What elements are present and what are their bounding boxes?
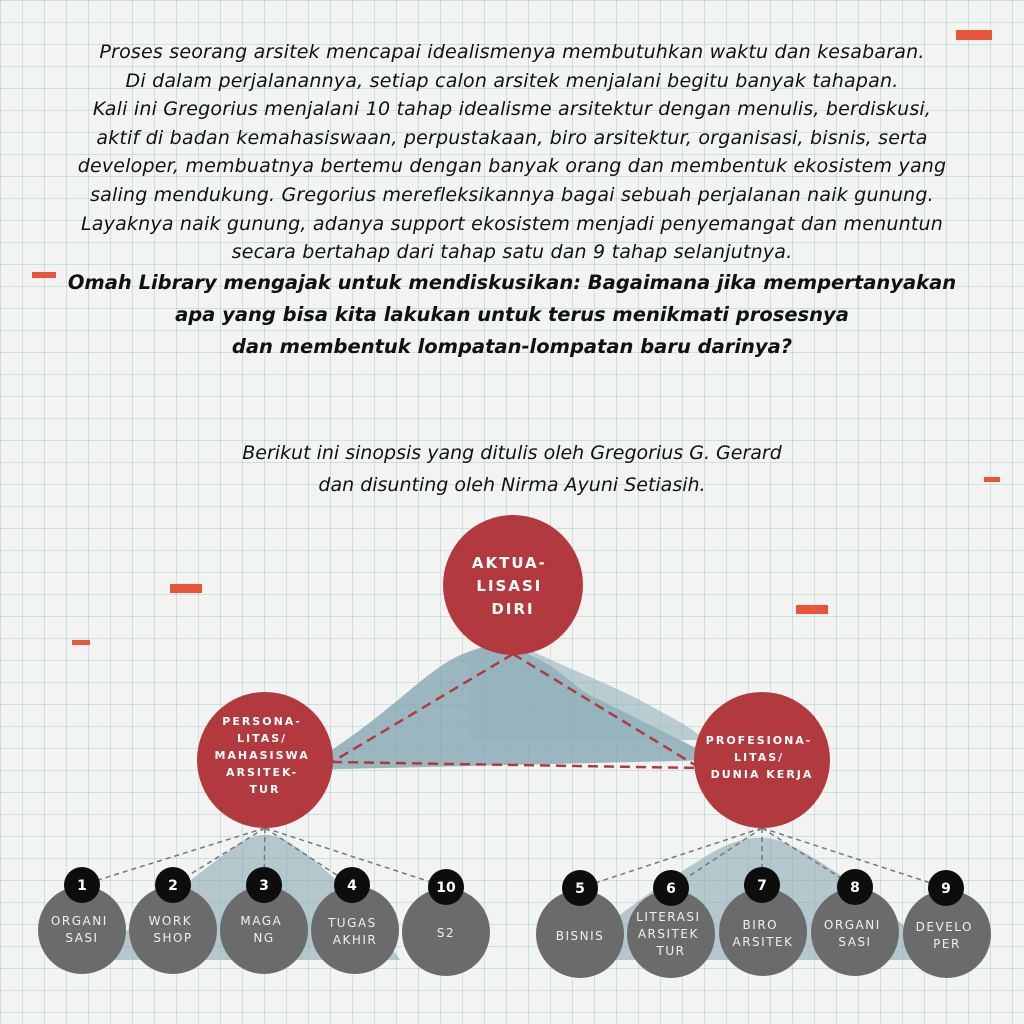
node-label-line: MAHASISWA — [214, 749, 310, 762]
intro-line: aktif di badan kemahasiswaan, perpustakaan, biro arsitektur, organisasi, bisnis, serta — [96, 126, 928, 149]
step-number: 3 — [259, 878, 269, 894]
step-label — [437, 926, 455, 940]
step-label-line: WORK — [148, 914, 193, 928]
left-steps — [38, 867, 490, 976]
intro-line: Di dalam perjalanannya, setiap calon arsitek menjalani begitu banyak tahapan. — [125, 69, 899, 92]
node-label-line: PERSONA- — [222, 715, 302, 728]
intro-line: Layaknya naik gunung, adanya support ekosistem menjadi penyemangat dan menuntun — [81, 212, 943, 235]
node-label-line: LITAS/ — [733, 751, 785, 764]
question-line: Omah Library mengajak untuk mendiskusikan: Bagaimana jika mempertanyakan — [67, 270, 957, 294]
step-number: 9 — [941, 881, 951, 897]
intro-line: Proses seorang arsitek mencapai idealismenya membutuhkan waktu dan kesabaran. — [99, 41, 925, 63]
intro-line: saling mendukung. Gregorius merefleksikannya bagai sebuah perjalanan naik gunung. — [90, 183, 934, 206]
node-label-line: TUR — [249, 783, 281, 796]
step-number: 1 — [77, 878, 87, 894]
step-number: 5 — [575, 881, 585, 897]
step-label-line: PER — [933, 937, 961, 951]
step-label-line: NG — [253, 931, 275, 945]
step-node — [38, 867, 126, 974]
intro-line: secara bertahap dari tahap satu dan 9 tahap selanjutnya. — [231, 241, 793, 264]
step-label-line: ORGANI — [823, 918, 881, 932]
step-number: 10 — [436, 880, 456, 896]
step-node — [903, 870, 991, 978]
node-label-line: ARSITEK- — [226, 766, 299, 779]
node-label-line: DUNIA KERJA — [710, 768, 814, 781]
personality-student-node — [197, 692, 333, 828]
node-label-line: DIRI — [491, 600, 535, 618]
step-label-line: SASI — [838, 935, 872, 949]
step-label-line: DEVELO — [915, 920, 973, 934]
step-label-line: ORGANI — [50, 914, 108, 928]
step-label-line: BISNIS — [555, 929, 605, 943]
step-label-line: SHOP — [153, 931, 193, 945]
step-label-line: AKHIR — [332, 933, 378, 947]
right-steps — [536, 867, 991, 978]
step-label-line: ARSITEK — [637, 927, 699, 941]
step-label-line: MAGA — [240, 914, 283, 928]
intro-line: Kali ini Gregorius menjalani 10 tahap idealisme arsitektur dengan menulis, berdiskusi, — [92, 98, 932, 121]
professional-node — [694, 692, 830, 828]
step-label-line: TUGAS — [327, 916, 377, 930]
step-label-line: LITERASI — [636, 910, 701, 924]
step-number: 6 — [666, 881, 676, 897]
question-line: apa yang bisa kita lakukan untuk terus menikmati prosesnya — [175, 302, 849, 326]
node-label-line: LITAS/ — [236, 732, 288, 745]
step-label-line: TUR — [656, 944, 686, 958]
node-label-line: LISASI — [476, 577, 543, 595]
step-node — [402, 869, 490, 976]
step-label-line: ARSITEK — [732, 935, 794, 949]
step-number: 2 — [168, 878, 178, 894]
step-label-line: SASI — [65, 931, 99, 945]
intro-line: developer, membuatnya bertemu dengan banyak orang dan membentuk ekosistem yang — [77, 155, 947, 178]
self-actualization-node — [443, 515, 583, 655]
credit-line: dan disunting oleh Nirma Ayuni Setiasih. — [318, 474, 706, 496]
step-number: 4 — [347, 878, 357, 894]
credit-line: Berikut ini sinopsis yang ditulis oleh Gregorius G. Gerard — [242, 442, 782, 464]
step-label-line: BIRO — [742, 918, 779, 932]
step-number: 8 — [850, 880, 860, 896]
step-label — [556, 929, 605, 943]
question-line: dan membentuk lompatan-lompatan baru darinya? — [231, 334, 793, 358]
step-node — [536, 870, 624, 978]
step-number: 7 — [757, 878, 767, 894]
step-label-line: S2 — [436, 926, 456, 940]
node-label-line: PROFESIONA- — [705, 734, 813, 747]
node-label-line: AKTUA- — [471, 554, 547, 572]
